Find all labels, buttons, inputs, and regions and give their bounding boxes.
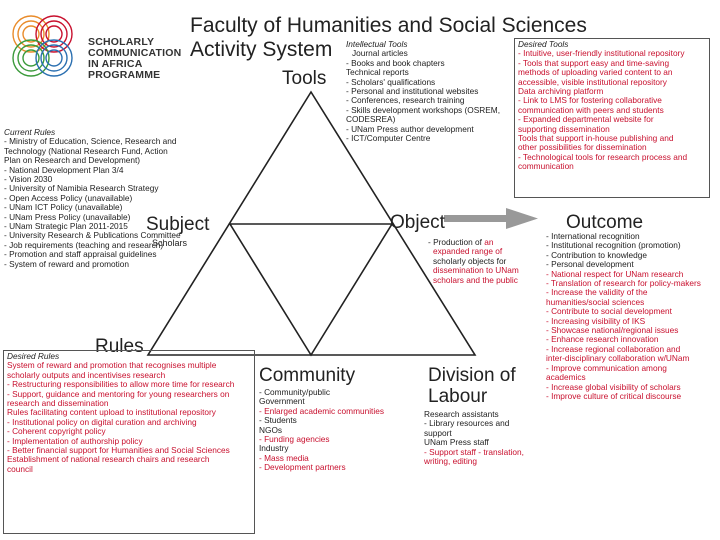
list-item: - Community/public bbox=[259, 387, 331, 397]
list-item: - Showcase national/regional issues bbox=[546, 325, 679, 336]
desired-rules-box bbox=[3, 350, 255, 534]
community-list bbox=[259, 388, 419, 473]
list-item: - UNam Press author development bbox=[346, 123, 474, 134]
list-item: - Implementation of authorship policy bbox=[7, 435, 143, 446]
list-item: - Translation of research for policy-makers bbox=[546, 278, 701, 289]
list-item: scholarly objects for bbox=[433, 255, 507, 266]
list-item: - Tools that support easy and time-saving bbox=[518, 57, 670, 68]
node-community: Community bbox=[259, 365, 356, 386]
node-division-line-2: Labour bbox=[428, 386, 488, 407]
list-item: - UNam Press Policy (unavailable) bbox=[4, 211, 131, 222]
node-subject: Subject bbox=[146, 214, 210, 235]
list-item: - National Development Plan 3/4 bbox=[4, 164, 124, 175]
list-item: - University of Namibia Research Strategy bbox=[4, 183, 159, 194]
list-item: - Restructuring responsibilities to allow more time for research bbox=[7, 379, 235, 390]
list-item: - Promotion and staff appraisal guidelines bbox=[4, 249, 157, 260]
list-item: - Contribute to social development bbox=[546, 306, 672, 317]
list-item: CODESREA) bbox=[346, 114, 396, 125]
desired-tools-box bbox=[514, 38, 710, 198]
list-item: - Job requirements (teaching and research) bbox=[4, 239, 164, 250]
list-item: Data archiving platform bbox=[518, 86, 604, 97]
list-item: Establishment of national research chairs and research bbox=[7, 454, 210, 465]
intellectual-tools-list bbox=[346, 40, 511, 143]
title-line-1: Faculty of Humanities and Social Sciences bbox=[190, 14, 587, 37]
list-item: - Increase global visibility of scholars bbox=[546, 381, 681, 392]
list-item: scholars and the public bbox=[433, 274, 518, 285]
list-item: - Funding agencies bbox=[259, 434, 330, 445]
list-item: - Improve culture of critical discourse bbox=[546, 390, 682, 401]
list-item: - Personal development bbox=[546, 259, 634, 270]
list-item: - Institutional policy on digital curation and archiving bbox=[7, 416, 197, 427]
list-item: - Institutional recognition (promotion) bbox=[546, 240, 681, 251]
list-item: Rules facilitating content upload to institutional repository bbox=[7, 407, 216, 418]
logo-line: SCHOLARLY bbox=[88, 36, 155, 48]
list-item: UNam Press staff bbox=[424, 437, 489, 448]
list-item: Research assistants bbox=[424, 409, 499, 419]
list-item: scholarly outputs and incentivises research bbox=[7, 369, 166, 380]
current-rules-list bbox=[4, 128, 204, 269]
node-outcome: Outcome bbox=[566, 212, 644, 233]
list-item: NGOs bbox=[259, 424, 283, 435]
list-item: dissemination to UNam bbox=[433, 265, 519, 276]
list-item: - Students bbox=[259, 415, 297, 426]
list-item: - UNam ICT Policy (unavailable) bbox=[4, 202, 123, 213]
list-item: writing, editing bbox=[424, 456, 478, 467]
list-item: Technology (National Research Fund, Action bbox=[4, 145, 168, 156]
list-item: communication bbox=[518, 161, 574, 172]
list-item: - Support staff - translation, bbox=[424, 446, 524, 457]
object-list bbox=[428, 238, 538, 285]
list-item: - National respect for UNam research bbox=[546, 268, 684, 279]
list-item: - Open Access Policy (unavailable) bbox=[4, 192, 133, 203]
list-item: - Better financial support for Humanities and Social Sciences bbox=[7, 445, 230, 456]
list-item: - Skills development workshops (OSREM, bbox=[346, 104, 501, 115]
node-object: Object bbox=[390, 212, 445, 233]
list-item: - Development partners bbox=[259, 462, 346, 473]
outcome-list bbox=[546, 232, 716, 401]
list-item: - ICT/Computer Centre bbox=[346, 133, 431, 144]
node-division-line-1: Division of bbox=[428, 365, 516, 386]
list-item: other possibilities for dissemination bbox=[518, 142, 647, 153]
list-item: supporting dissemination bbox=[518, 123, 610, 134]
object-outcome-arrow bbox=[444, 208, 538, 229]
desired-rules-heading: Desired Rules bbox=[7, 351, 60, 361]
node-tools: Tools bbox=[282, 68, 327, 89]
list-item: - Books and book chapters bbox=[346, 57, 445, 68]
desired-tools-heading: Desired Tools bbox=[518, 39, 569, 49]
list-item: - Increase the validity of the bbox=[546, 287, 648, 298]
list-item: Industry bbox=[259, 443, 289, 454]
intellectual-tools-heading: Intellectual Tools bbox=[346, 39, 408, 49]
list-item: Government bbox=[259, 396, 305, 407]
list-item: expanded range of bbox=[433, 246, 503, 257]
list-item: - Intuitive, user-friendly institutional repository bbox=[518, 48, 685, 59]
list-item: System of reward and promotion that recognises multiple bbox=[7, 360, 217, 371]
list-item: - Personal and institutional websites bbox=[346, 86, 479, 97]
list-item: - Conferences, research training bbox=[346, 95, 465, 106]
list-item: academics bbox=[546, 372, 586, 383]
title-line-2: Activity System bbox=[190, 38, 333, 61]
list-item: research and dissemination bbox=[7, 398, 109, 409]
list-item: - Enhance research innovation bbox=[546, 334, 659, 345]
list-item: - System of reward and promotion bbox=[4, 258, 129, 269]
current-rules-heading: Current Rules bbox=[4, 127, 56, 137]
logo-line: COMMUNICATION bbox=[88, 47, 182, 59]
division-list bbox=[424, 410, 554, 466]
list-item: - Mass media bbox=[259, 452, 309, 463]
node-division bbox=[428, 365, 516, 407]
list-item: - Support, guidance and mentoring for young researchers on bbox=[7, 388, 230, 399]
list-item: accessible, visible institutional repository bbox=[518, 76, 667, 87]
list-item: - Library resources and bbox=[424, 418, 510, 429]
list-item: Tools that support in-house publishing and bbox=[518, 133, 674, 144]
list-item: - Vision 2030 bbox=[4, 174, 53, 185]
list-item: - Coherent copyright policy bbox=[7, 426, 106, 437]
list-item: - Technological tools for research process and bbox=[518, 151, 688, 162]
logo-line: PROGRAMME bbox=[88, 69, 161, 81]
node-subject-sub: Scholars bbox=[152, 238, 188, 248]
list-item: - Contribution to knowledge bbox=[546, 249, 648, 260]
node-rules: Rules bbox=[95, 336, 144, 357]
inner-triangle bbox=[230, 224, 392, 355]
list-item: - Scholars' qualifications bbox=[346, 76, 436, 87]
list-item: Plan on Research and Development) bbox=[4, 155, 141, 166]
list-item: humanities/social sciences bbox=[546, 296, 645, 307]
list-item: - Enlarged academic communities bbox=[259, 405, 384, 416]
list-item: - Production of an bbox=[428, 237, 494, 247]
list-item: - Expanded departmental website for bbox=[518, 114, 654, 125]
list-item: - University Research & Publications Committee bbox=[4, 230, 181, 241]
list-item: methods of uploading varied content to an bbox=[518, 67, 673, 78]
list-item: - Increase regional collaboration and bbox=[546, 343, 681, 354]
list-item: - Link to LMS for fostering collaborative bbox=[518, 95, 662, 106]
list-item: - Increasing visibility of IKS bbox=[546, 315, 646, 326]
list-item: - UNam Strategic Plan 2011-2015 bbox=[4, 221, 128, 232]
list-item: communication with peers and students bbox=[518, 104, 664, 115]
list-item: Technical reports bbox=[346, 67, 409, 78]
list-item: support bbox=[424, 427, 452, 438]
list-item: inter-disciplinary collaboration w/UNam bbox=[546, 353, 690, 364]
list-item: - International recognition bbox=[546, 231, 640, 241]
list-item: - Improve communication among bbox=[546, 362, 667, 373]
list-item: Journal articles bbox=[352, 48, 408, 59]
logo-line: IN AFRICA bbox=[88, 58, 143, 70]
list-item: - Ministry of Education, Science, Research and bbox=[4, 136, 177, 147]
list-item: council bbox=[7, 463, 33, 474]
